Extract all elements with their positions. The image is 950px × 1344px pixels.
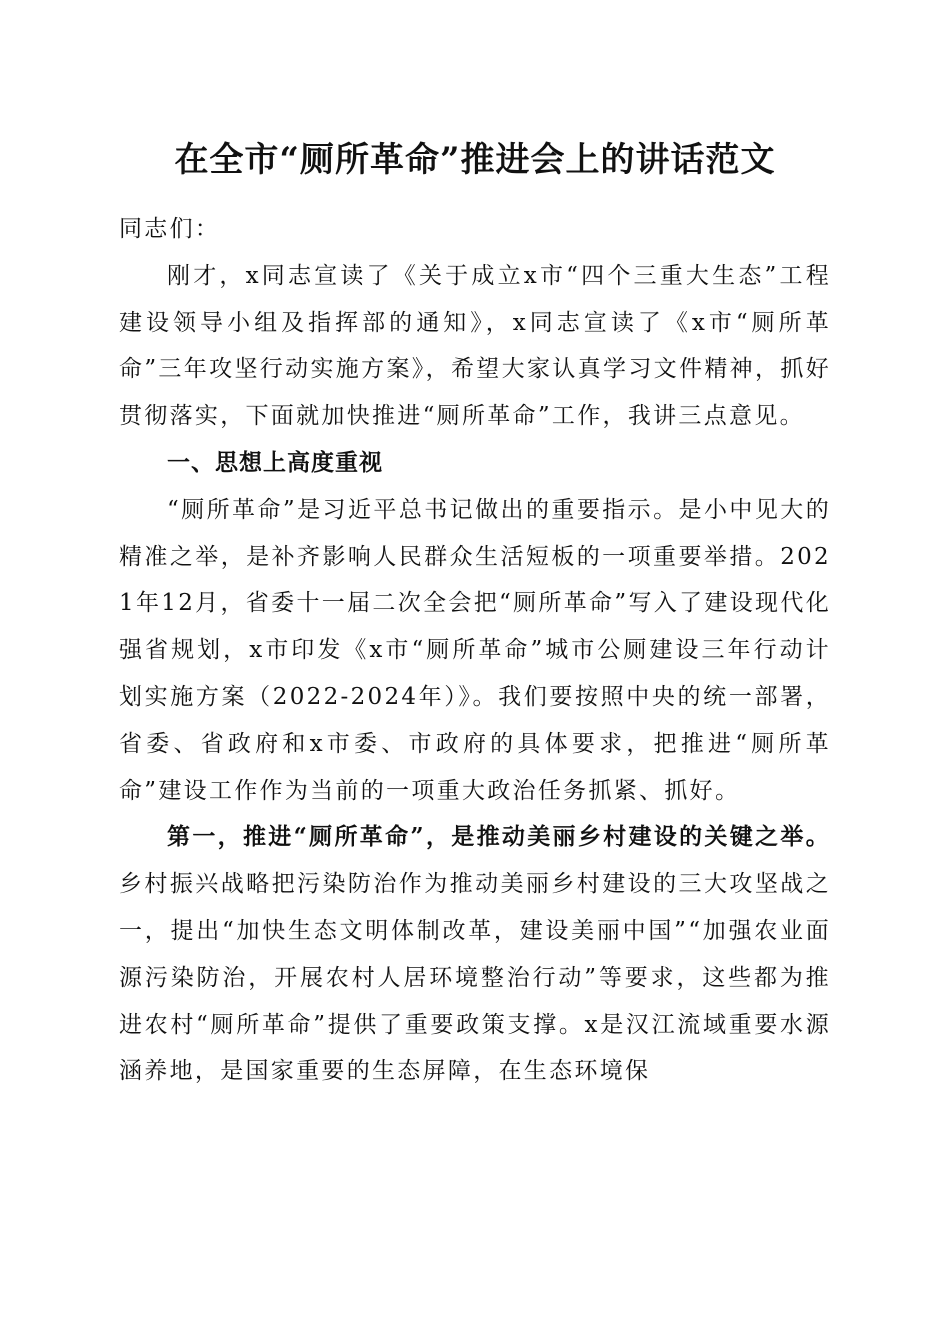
- paragraph-importance: “厕所革命”是习近平总书记做出的重要指示。是小中见大的精准之举，是补齐影响人民群众生活短板的一项重要举措。2021年12月，省委十一届二次全会把“厕所革命”写入了建设现代化强省规划，x市印发《x市“厕所革命”城市公厕建设三年行动计划实施方案（2022-2024年）》。我们要按照中央的统一部署，省委、省政府和x市委、市政府的具体要求，把推进“厕所革命”建设工作作为当前的一项重大政治任务抓紧、抓好。: [119, 496, 831, 804]
- paragraph-first-point: [119, 814, 831, 1095]
- paragraph-first-point-body: 乡村振兴战略把污染防治作为推动美丽乡村建设的三大攻坚战之一，提出“加快生态文明体制改革，建设美丽中国”“加强农业面源污染防治，开展农村人居环境整治行动”等要求，这些都为推进农村“厕所革命”提供了重要政策支撑。x是汉江流域重要水源涵养地，是国家重要的生态屏障，在生态环境保: [119, 871, 831, 1085]
- document-body: [119, 206, 831, 1095]
- paragraph-opening: 刚才，x同志宣读了《关于成立x市“四个三重大生态”工程建设领导小组及指挥部的通知》，x同志宣读了《x市“厕所革命”三年攻坚行动实施方案》，希望大家认真学习文件精神，抓好贯彻落实，下面就加快推进“厕所革命”工作，我讲三点意见。: [119, 262, 831, 430]
- document-title: 在全市“厕所革命”推进会上的讲话范文: [174, 140, 776, 180]
- paragraph-first-point-lead: 第一，推进“厕所革命”，是推动美丽乡村建设的关键之举。: [167, 823, 831, 851]
- section-heading-1: 一、思想上高度重视: [167, 449, 383, 476]
- salutation: 同志们：: [119, 216, 221, 242]
